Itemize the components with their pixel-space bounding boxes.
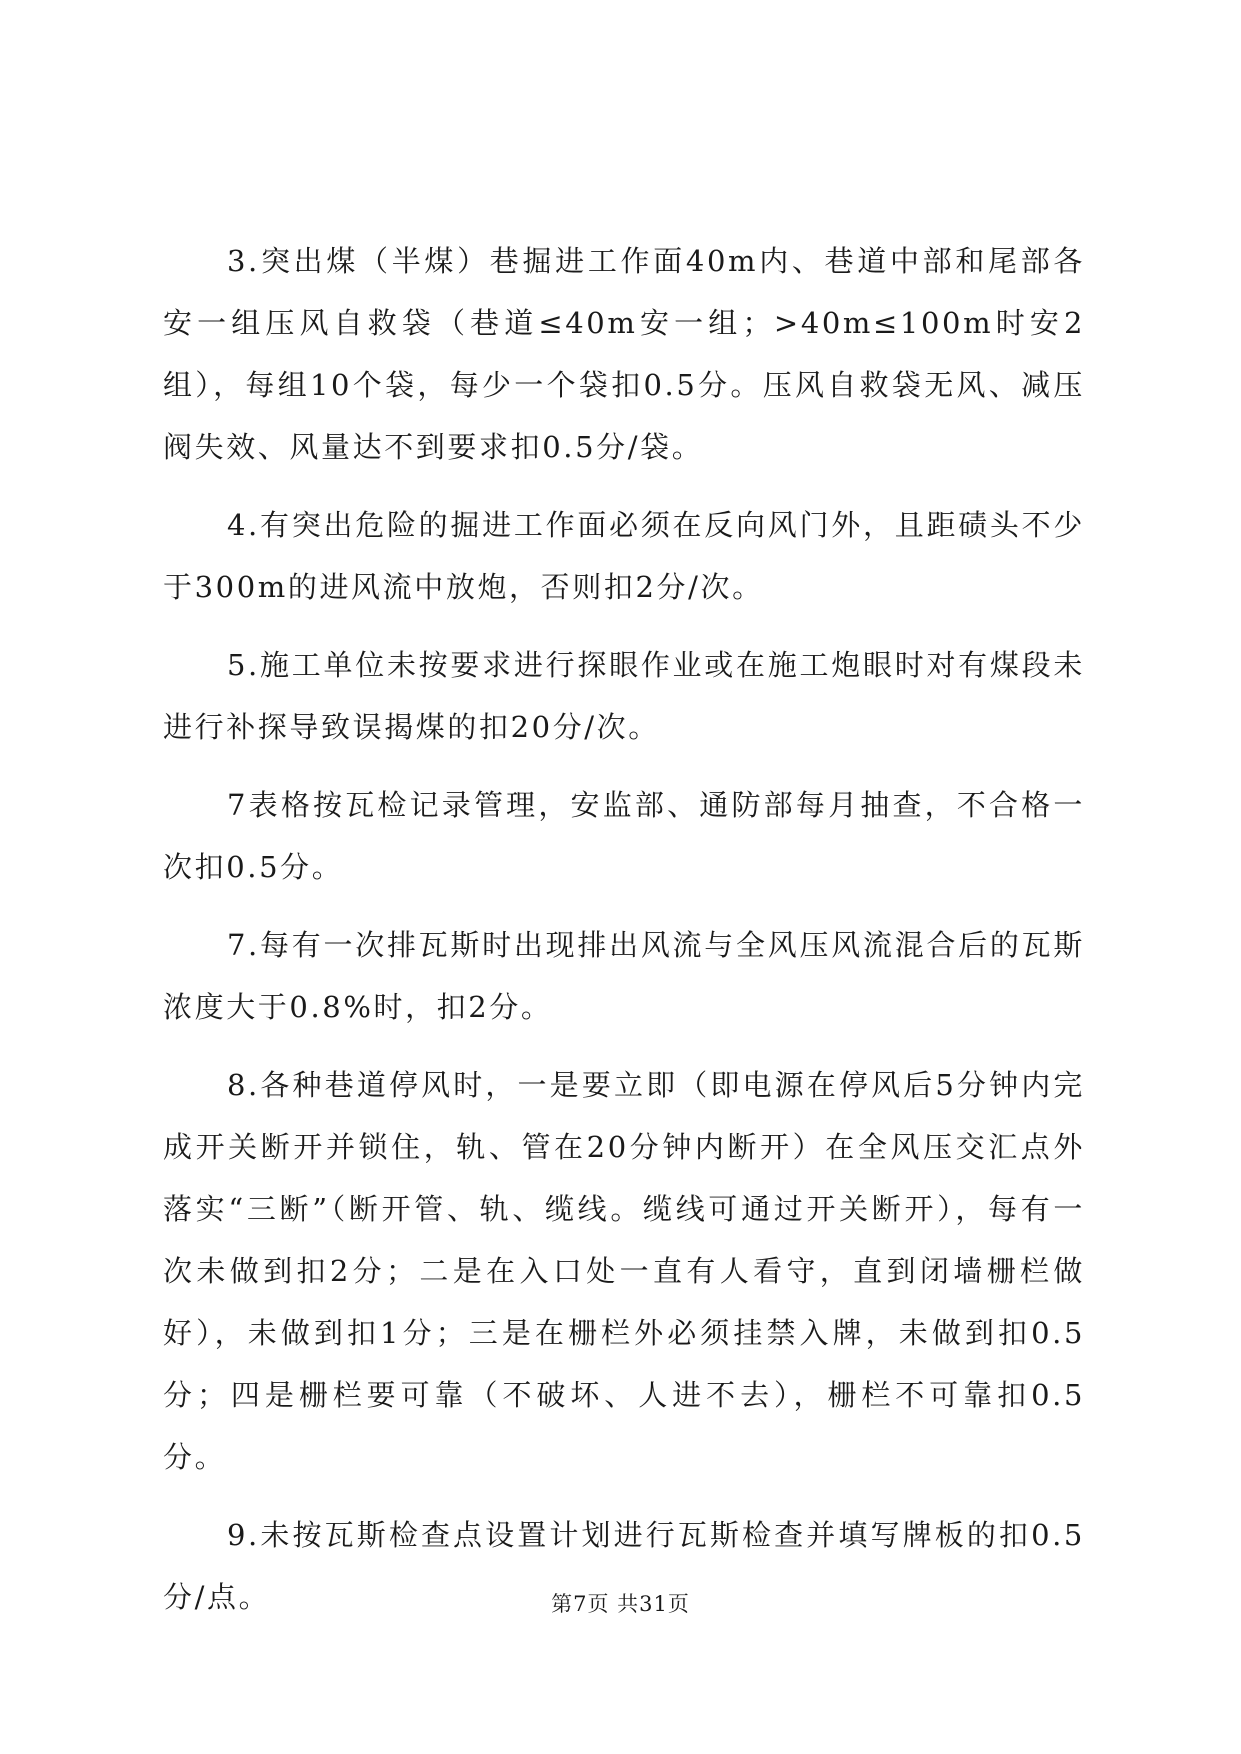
- paragraph-item-5: 5.施工单位未按要求进行探眼作业或在施工炮眼时对有煤段未进行补探导致误揭煤的扣20分/次。: [163, 648, 1085, 744]
- paragraph-item-7-table: 7表格按瓦检记录管理，安监部、通防部每月抽查，不合格一次扣0.5分。: [163, 788, 1085, 884]
- document-body: [163, 230, 1085, 1644]
- paragraph-item-8: 8.各种巷道停风时，一是要立即（即电源在停风后5分钟内完成开关断开并锁住，轨、管在20分钟内断开）在全风压交汇点外落实“三断”（断开管、轨、缆线。缆线可通过开关断开），每有一次未做到扣2分；二是在入口处一直有人看守，直到闭墙栅栏做好），未做到扣1分；三是在栅栏外必须挂禁入牌，未做到扣0.5分；四是栅栏要可靠（不破坏、人进不去），栅栏不可靠扣0.5分。: [163, 1068, 1085, 1474]
- paragraph-item-9: 9.未按瓦斯检查点设置计划进行瓦斯检查并填写牌板的扣0.5分/点。: [163, 1518, 1085, 1614]
- paragraph-item-4: 4.有突出危险的掘进工作面必须在反向风门外，且距碛头不少于300m的进风流中放炮，否则扣2分/次。: [163, 508, 1085, 604]
- page-number-footer: 第7页 共31页: [551, 1592, 690, 1616]
- paragraph-item-7: 7.每有一次排瓦斯时出现排出风流与全风压风流混合后的瓦斯浓度大于0.8%时，扣2分。: [163, 928, 1085, 1024]
- paragraph-item-3: 3.突出煤（半煤）巷掘进工作面40m内、巷道中部和尾部各安一组压风自救袋（巷道≤40m安一组；>40m≤100m时安2组），每组10个袋，每少一个袋扣0.5分。压风自救袋无风、减压阀失效、风量达不到要求扣0.5分/袋。: [163, 244, 1085, 464]
